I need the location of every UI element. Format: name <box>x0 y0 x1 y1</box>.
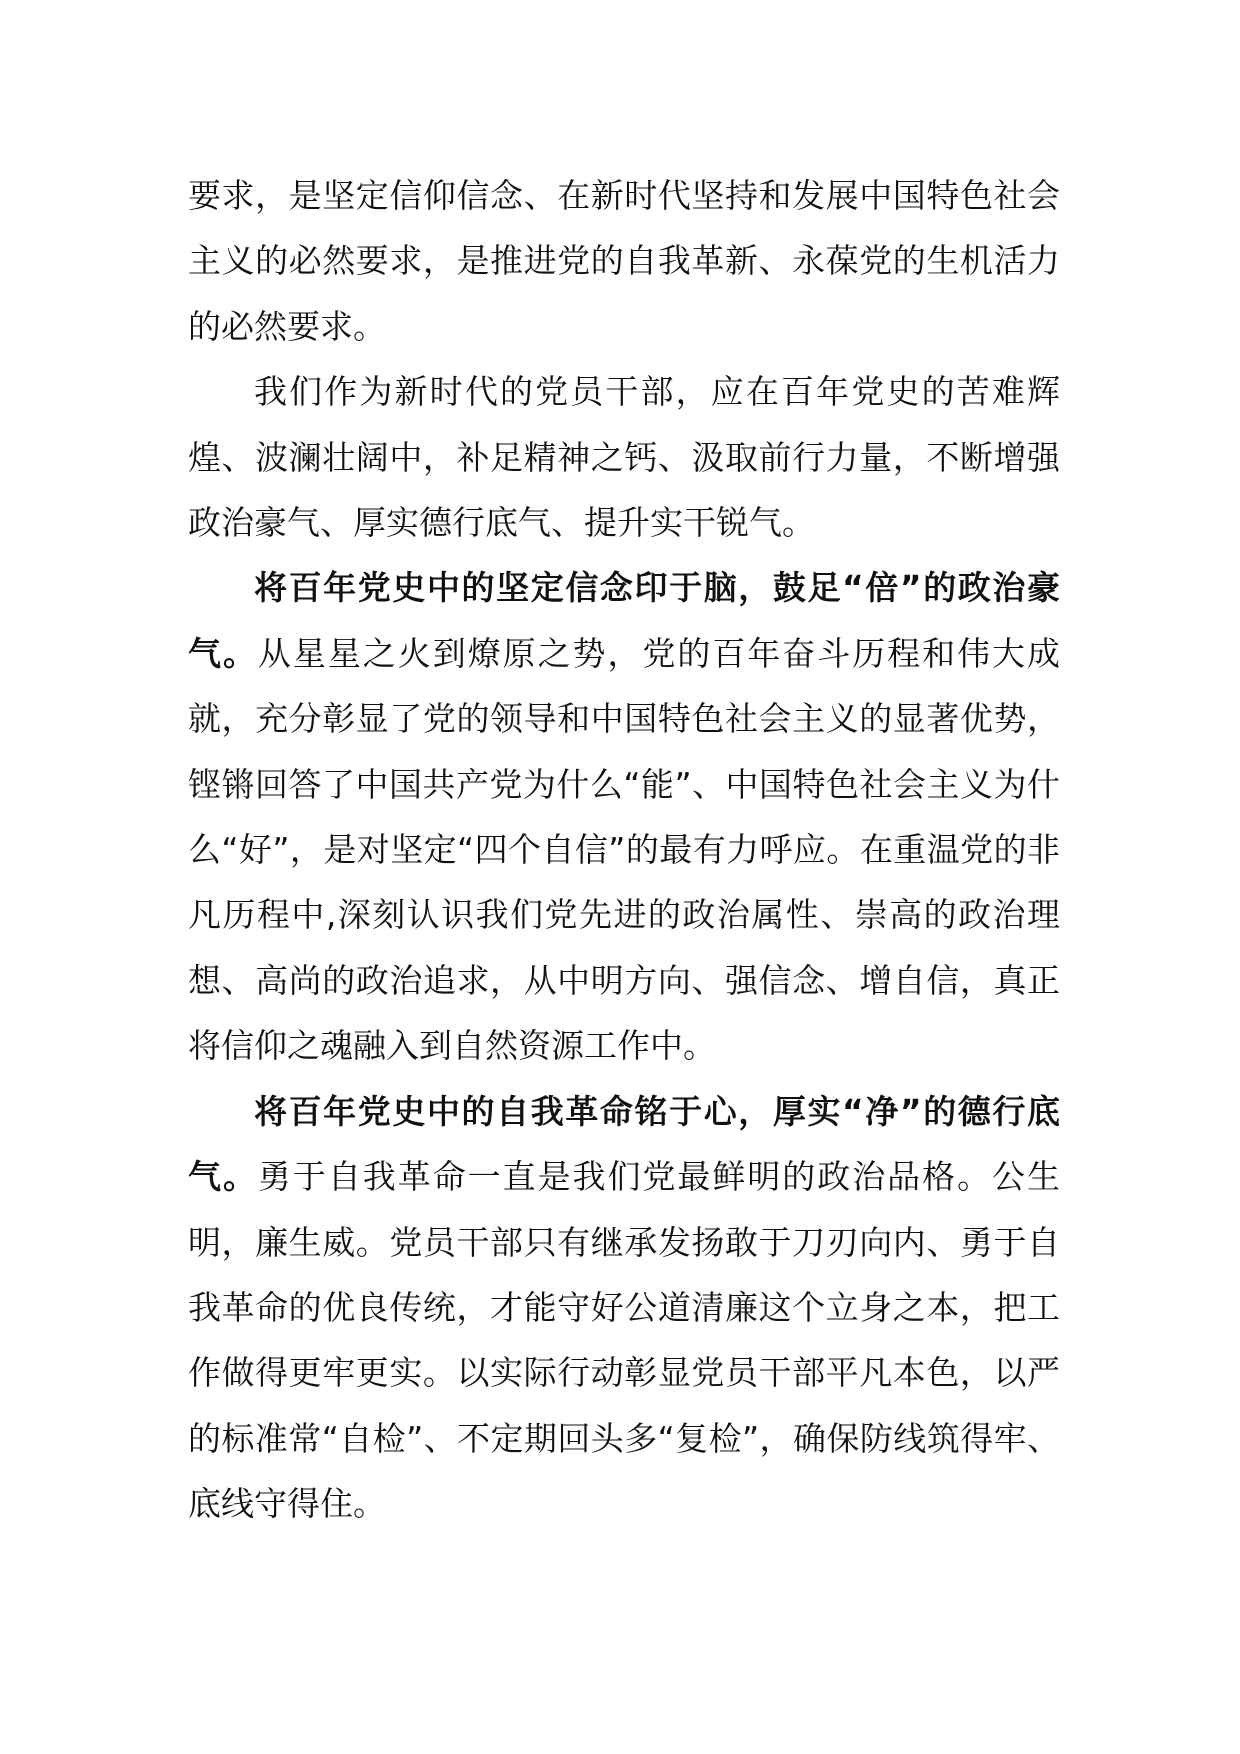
paragraph-text: 我们作为新时代的党员干部，应在百年党史的苦难辉煌、波澜壮阔中，补足精神之钙、汲取前行力量，不断增强政治豪气、厚实德行底气、提升实干锐气。 <box>188 372 1060 543</box>
paragraph-text: 要求，是坚定信仰信念、在新时代坚持和发展中国特色社会主义的必然要求，是推进党的自我革新、永葆党的生机活力的必然要求。 <box>188 176 1060 346</box>
paragraph-text: 勇于自我革命一直是我们党最鲜明的政治品格。公生明，廉生威。党员干部只有继承发扬敢于刀刃向内、勇于自我革命的优良传统，才能守好公道清廉这个立身之本，把工作做得更牢更实。以实际行动彰显党员干部平凡本色，以严的标准常“自检”、不定期回头多“复检”，确保防线筑得牢、底线守得住。 <box>188 1157 1061 1524</box>
paragraph-intro <box>188 359 1060 555</box>
paragraph-continuation <box>188 163 1060 359</box>
paragraph-heading: 将百年党史中的坚定信念印于脑，鼓足“倍”的政治豪气。 <box>188 568 1060 673</box>
document-body <box>188 163 1060 1537</box>
paragraph-political-confidence <box>188 555 1060 1078</box>
paragraph-self-revolution <box>188 1079 1060 1537</box>
paragraph-heading: 将百年党史中的自我革命铭于心，厚实“净”的德行底气。 <box>188 1091 1060 1197</box>
paragraph-text: 从星星之火到燎原之势，党的百年奋斗历程和伟大成就，充分彰显了党的领导和中国特色社会主义的显著优势，铿锵回答了中国共产党为什么“能”、中国特色社会主义为什么“好”，是对坚定“四个自信”的最有力呼应。在重温党的非凡历程中,深刻认识我们党先进的政治属性、崇高的政治理想、高尚的政治追求，从中明方向、强信念、增自信，真正将信仰之魂融入到自然资源工作中。 <box>188 633 1061 1066</box>
